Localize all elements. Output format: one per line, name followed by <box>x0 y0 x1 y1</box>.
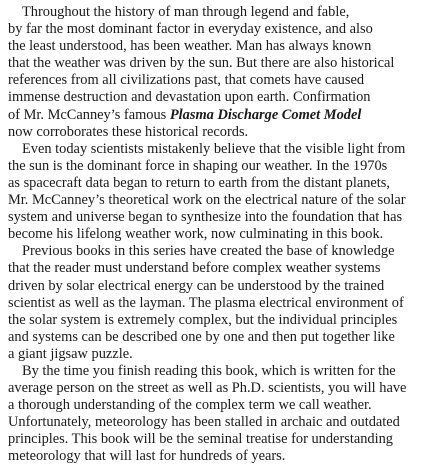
text-line: Unfortunately, meteorology has been stalled in archaic and outdated <box>8 414 400 431</box>
paragraph-history <box>8 4 434 141</box>
text-line: by far the most dominant factor in everyday existence, and also <box>8 21 373 38</box>
text-line <box>8 107 434 124</box>
text-line: By the time you finish reading this book, which is written for the <box>22 362 396 379</box>
text-line: the least understood, has been weather. Man has always known <box>8 38 372 55</box>
paragraph-sunlight <box>8 141 434 244</box>
text-line: Even today scientists mistakenly believe that the visible light from <box>22 140 406 157</box>
text-line: average person on the street as well as Ph.D. scientists, you will have <box>8 380 407 397</box>
text-line: Previous books in this series have created the base of knowledge <box>22 243 395 260</box>
text-line: a giant jigsaw puzzle. <box>8 345 133 362</box>
text-line: that the weather was driven by the sun. But there are also historical <box>8 55 395 72</box>
text-line: system and universe began to synthesize into the foundation that has <box>8 209 403 226</box>
text-line: as spacecraft data began to return to earth from the distant planets, <box>8 174 390 191</box>
text-line: driven by solar electrical energy can be understood by the trained <box>8 277 385 294</box>
text-line: the solar system is extremely complex, but the individual principles <box>8 311 398 328</box>
text-line: scientist as well as the layman. The plasma electrical environment of <box>8 294 404 311</box>
text-line: immense destruction and devastation upon earth. Confirmation <box>8 89 371 106</box>
text-line: and systems can be described one by one and then put together like <box>8 328 395 345</box>
text-line: that the reader must understand before complex weather systems <box>8 260 381 277</box>
text-line: principles. This book will be the seminal treatise for understanding <box>8 431 393 448</box>
text-line: Throughout the history of man through legend and fable, <box>22 4 350 20</box>
book-title-emphasis: Plasma Discharge Comet Model <box>169 106 362 123</box>
text-line: now corroborates these historical records. <box>8 123 249 140</box>
paragraph-previous-books <box>8 243 434 363</box>
text-line: a thorough understanding of the complex term we call weather. <box>8 397 372 414</box>
text-line: references from all civilizations past, that comets have caused <box>8 72 365 89</box>
text-line: the sun is the dominant force in shaping our weather. In the 1970s <box>8 157 388 174</box>
text-line: become his lifelong weather work, now culminating in this book. <box>8 226 384 243</box>
text-run: of Mr. McCanney’s famous <box>8 106 170 123</box>
text-line: Mr. McCanney’s theoretical work on the electrical nature of the solar <box>8 192 406 209</box>
paragraph-finish-reading <box>8 363 434 466</box>
text-line: meteorology that will last for hundreds of years. <box>8 448 286 465</box>
